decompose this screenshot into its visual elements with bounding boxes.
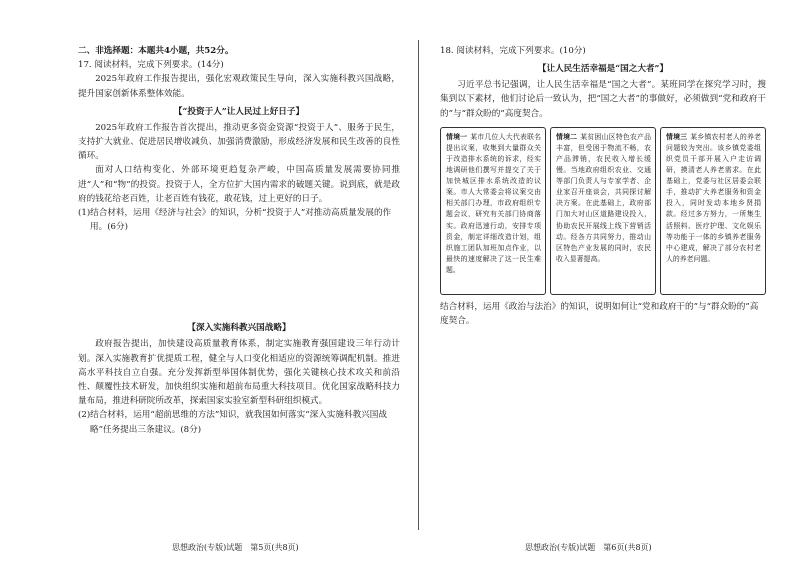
left-footer: 思想政治(专版)试题 第5页(共8页) xyxy=(172,543,299,552)
box2-paragraph: 政府报告提出，加快建设高质量教育体系，制定实施教育强国建设三年行动计划。深入实施教育扩优提质工程，健全与人口变化相适应的资源统筹调配机制。推进高水平科技自立自强。充分发挥新型举国体制优势，强化关键核心技术攻关和前沿性、颠覆性技术研发，加快组织实施和超前布局重大科技项目。优化国家战略科技力量布局，推进科研院所改革，探索国家实验室新型科研组织模式。 xyxy=(78,339,400,407)
section-title: 二、非选择题：本题共4小题，共52分。 xyxy=(78,46,234,56)
q17-part1: (1)结合材料，运用《经济与社会》的知识，分析“投资于人”对推动高质量发展的作用。(6分) xyxy=(78,208,392,233)
q18-header: 18. 阅读材料，完成下列要求。(10分) xyxy=(440,46,586,56)
scenario-tag: 情境一 xyxy=(446,132,468,141)
answer-space-1 xyxy=(78,234,400,317)
box2-title: 【深入实施科教兴国战略】 xyxy=(187,323,291,334)
q18-box-title: 【让人民生活幸福是“国之大者”】 xyxy=(537,64,669,75)
scenario-text: 某贫困山区特色农产品丰富，但受困于物流不畅，农产品滞销，农民收入增长缓慢。当地政府组织农业、交通等部门负责人与专家学者、企业家召开座谈会，共同探讨解决方案。在此基础上，政府部门加大对山区道路建设投入，协助农民开展线上线下营销活动。经各方共同努力，推动山区特色产业发展的同时，农民收入显著提高。 xyxy=(556,132,652,263)
box1-paragraph-1: 2025年政府工作报告首次提出，推动更多资金资源“投资于人”、服务于民生，支持扩大就业、促进居民增收减负、加强消费激励，形成经济发展和民生改善的良性循环。 xyxy=(78,122,400,162)
q17-header: 17. 阅读材料，完成下列要求。(14分) xyxy=(78,60,224,71)
scenario-tag: 情境三 xyxy=(666,132,688,141)
scenario-card xyxy=(550,127,656,295)
q17-intro: 2025年政府工作报告提出，强化宏观政策民生导向，深入实施科教兴国战略，提升国家创新体系整体效能。 xyxy=(78,74,400,99)
q17-part2: (2)结合材料，运用“超前思维的方法”知识，就我国如何落实“深入实施科教兴国战略”任务提出三条建议。(8分) xyxy=(78,410,387,435)
scenario-cards xyxy=(440,127,766,295)
scenario-text: 某乡镇农村老人的养老问题较为突出。该乡镇党委组织党员干部开展入户走访调研，摸清老人养老需求。在此基础上，党委与社区居委会联手，推动扩大养老服务和资金投入，同时发动本地乡贤捐款。经过多方努力，一所集生活照料、医疗护理、文化娱乐等功能于一体的乡镇养老服务中心建成，解决了部分农村老人的养老问题。 xyxy=(666,132,762,263)
q18-question: 结合材料，运用《政治与法治》的知识，说明如何让“党和政府干的”与“群众盼的”高度契合。 xyxy=(440,301,759,327)
box1-paragraph-2: 面对人口结构变化、外部环境更趋复杂严峻，中国高质量发展需要协同推进“人”和“物”的投资。投资于人，全方位扩大国内需求的破题关键。说到底，就是政府的钱花给老百姓，让老百姓有钱花，敢花钱，过上更好的日子。 xyxy=(78,165,400,204)
scenario-card xyxy=(660,127,766,295)
right-footer: 思想政治(专版)试题 第6页(共8页) xyxy=(525,543,652,552)
scenario-card xyxy=(440,127,546,295)
scenario-tag: 情境二 xyxy=(556,132,578,141)
scenario-text: 某市几位人大代表联名提出议案，收集到大量群众关于改造排水系统的诉求，经实地调研他们撰写并提交了关于加快城区排水系统改造的议案。市人大常委会将议案交由相关部门办理，市政府组织专题会议，研究有关部门协商落实。政府迅速行动，安排专项资金，制定详细改造计划，组织施工团队加班加点作业，以最快的速度解决了这一民生难题。 xyxy=(446,132,542,274)
box1-title: 【“投资于人”让人民过上好日子】 xyxy=(173,106,305,117)
q18-intro: 习近平总书记强调，让人民生活幸福是“国之大者”。某班同学在探究学习时，搜集到以下素材，他们讨论后一致认为，把“国之大者”的事做好，必须做到“党和政府干的”与“群众盼的”高度契合。 xyxy=(440,80,766,119)
right-page xyxy=(418,0,800,579)
